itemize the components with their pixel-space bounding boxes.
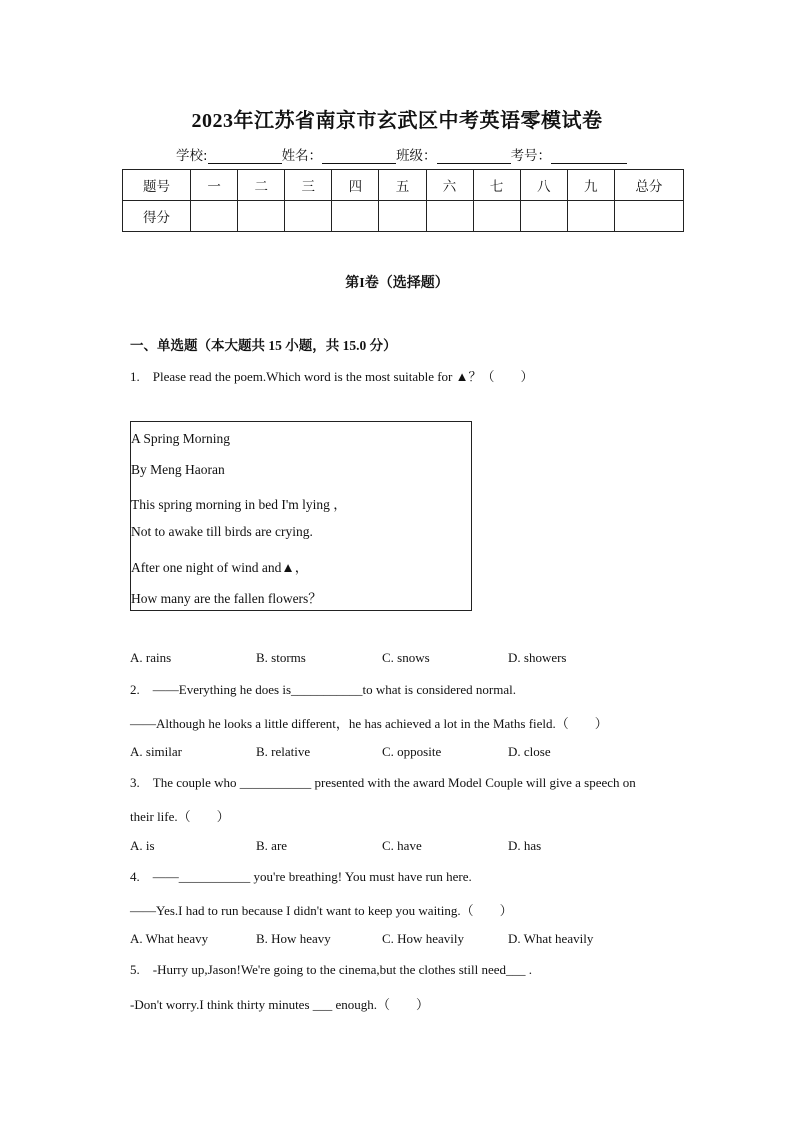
question-line: their life.（ ）	[130, 809, 230, 824]
score-cell	[473, 201, 520, 232]
score-label-cell: 得分	[123, 201, 191, 232]
question-line: ——___________ you're breathing! You must have run here.	[152, 869, 472, 884]
header-cell: 五	[379, 170, 426, 201]
option-d: D. What heavily	[508, 931, 594, 946]
option-c: C. opposite	[382, 744, 442, 759]
header-cell: 九	[567, 170, 614, 201]
question-line: ——Although he looks a little different，he has achieved a lot in the Maths field.（ ）	[130, 716, 608, 731]
question-1	[130, 366, 534, 385]
option-c: C. How heavily	[382, 931, 464, 946]
question-line: -Hurry up,Jason!We're going to the cinema,but the clothes still need___ .	[152, 962, 533, 977]
score-cell	[520, 201, 567, 232]
poem-line: By Meng Haoran	[131, 462, 225, 477]
option-a: A. What heavy	[130, 931, 209, 946]
question-stem: Please read the poem.Which word is the most suitable for ▲？（ ）	[152, 369, 534, 384]
score-cell	[614, 201, 683, 232]
score-cell	[332, 201, 379, 232]
poem-box	[130, 421, 472, 611]
score-table-score-row	[123, 201, 684, 232]
score-cell	[426, 201, 473, 232]
score-cell	[285, 201, 332, 232]
header-cell: 三	[285, 170, 332, 201]
header-cell: 八	[520, 170, 567, 201]
exam-number-label: 考号：	[510, 148, 552, 164]
question-5	[130, 962, 532, 978]
question-number: 3.	[130, 775, 140, 790]
score-cell	[191, 201, 238, 232]
option-b: B. How heavy	[256, 931, 331, 946]
option-a: A. is	[130, 838, 155, 853]
score-table	[122, 169, 684, 232]
option-d: D. close	[508, 744, 551, 759]
option-c: C. snows	[382, 650, 430, 665]
name-label: 姓名：	[281, 148, 323, 164]
question-line: -Don't worry.I think thirty minutes ___ enough.（ ）	[130, 997, 430, 1012]
section-title: 一、单选题（本大题共 15 小题，共 15.0 分）	[130, 338, 397, 353]
header-cell: 总分	[614, 170, 683, 201]
poem-line: How many are the fallen flowers？	[131, 591, 322, 606]
score-table-header-row	[123, 170, 684, 201]
question-line: The couple who ___________ presented with the award Model Couple will give a speech on	[152, 775, 636, 790]
poem-line: Not to awake till birds are crying.	[131, 524, 313, 539]
header-cell: 四	[332, 170, 379, 201]
class-blank	[437, 149, 511, 164]
school-label: 学校:	[176, 148, 208, 164]
question-line: ——Everything he does is___________to what is considered normal.	[152, 682, 516, 697]
score-cell	[238, 201, 285, 232]
header-cell: 七	[473, 170, 520, 201]
question-number: 4.	[130, 869, 140, 884]
header-cell: 一	[191, 170, 238, 201]
option-d: D. has	[508, 838, 542, 853]
info-line	[176, 144, 627, 164]
option-d: D. showers	[508, 650, 567, 665]
question-number: 1.	[130, 369, 140, 384]
header-cell: 题号	[123, 170, 191, 201]
option-b: B. storms	[256, 650, 306, 665]
option-b: B. are	[256, 838, 288, 853]
exam-title: 2023年江苏省南京市玄武区中考英语零模试卷	[191, 110, 603, 132]
question-4	[130, 869, 472, 885]
question-number: 5.	[130, 962, 140, 977]
part-title: 第I卷（选择题）	[345, 276, 449, 291]
school-blank	[208, 149, 282, 164]
option-b: B. relative	[256, 744, 311, 759]
poem-line: This spring morning in bed I'm lying ，	[131, 497, 347, 512]
poem-line: After one night of wind and▲，	[131, 560, 309, 575]
question-number: 2.	[130, 682, 140, 697]
exam-number-blank	[551, 149, 627, 164]
option-c: C. have	[382, 838, 422, 853]
score-cell	[379, 201, 426, 232]
class-label: 班级：	[396, 148, 437, 164]
question-line: ——Yes.I had to run because I didn't want to keep you waiting.（ ）	[130, 903, 513, 918]
option-a: A. similar	[130, 744, 182, 759]
poem-line: A Spring Morning	[131, 431, 231, 446]
option-a: A. rains	[130, 650, 172, 665]
header-cell: 二	[238, 170, 285, 201]
question-2	[130, 682, 516, 698]
question-3	[130, 775, 636, 791]
score-cell	[567, 201, 614, 232]
header-cell: 六	[426, 170, 473, 201]
name-blank	[322, 149, 396, 164]
